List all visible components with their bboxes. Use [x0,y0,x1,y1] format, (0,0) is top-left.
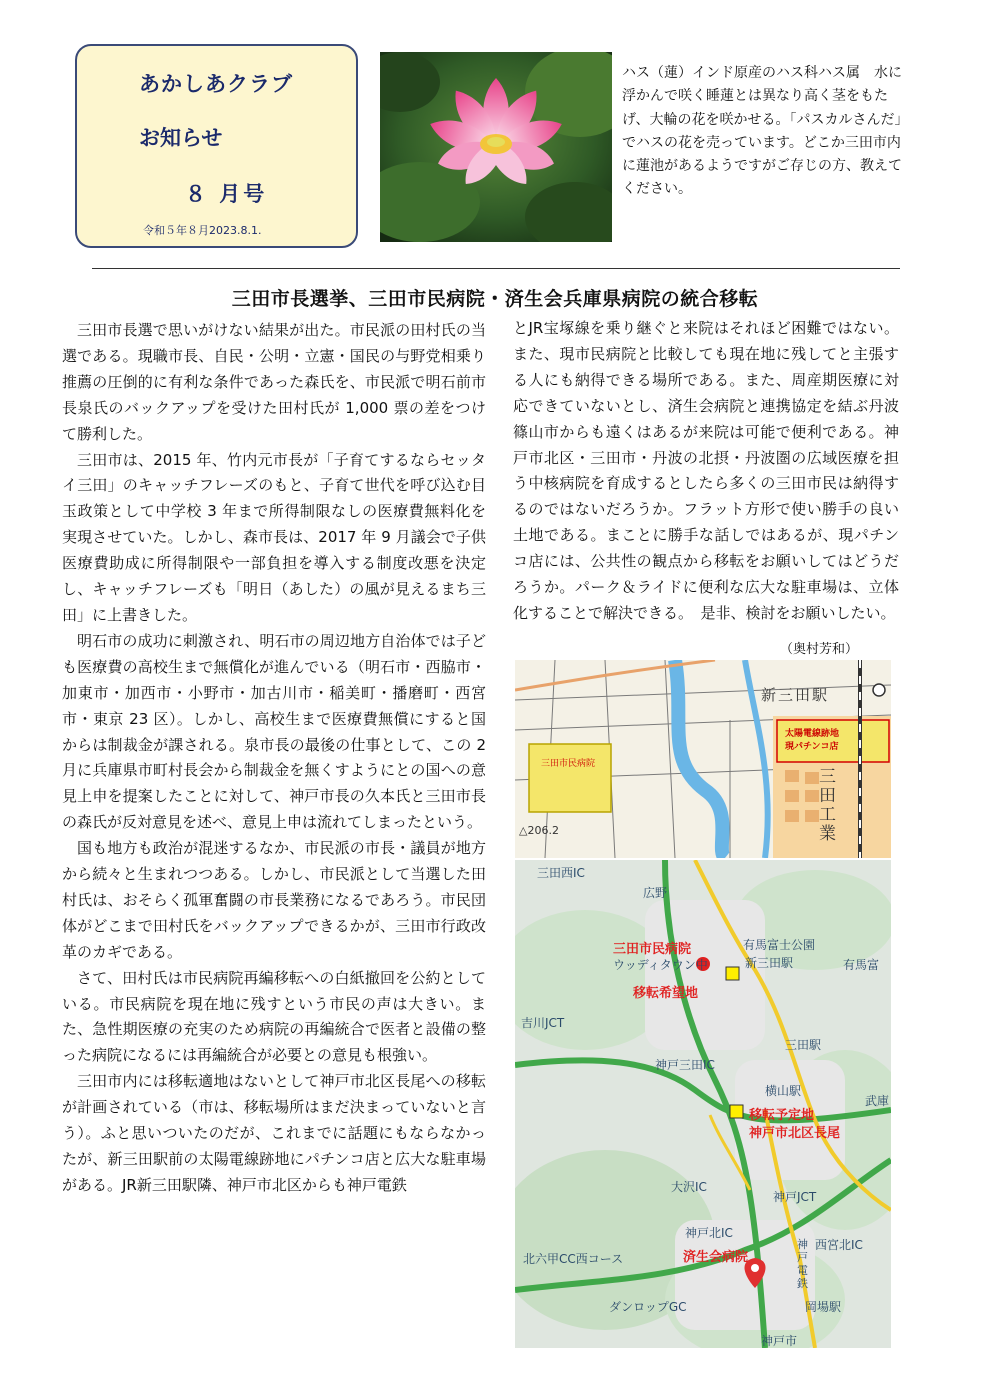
map-kobe-city: 神戸市 [761,1334,798,1348]
paragraph: 明石市の成功に刺激され、明石市の周辺地方自治体では子ども医療費の高校生まで無償化が進んでいる（明石市・西脇市・加東市・加西市・小野市・加古川市・稲美町・播磨町・西宮市・東京 23 区）。しかし、高校生まで医療費無償にすると国からは制裁金が課される。泉市長の最後の仕事として、この 2 月に兵庫県市町村長会から制裁金を無くすようにとの国への意見上申を提案したことに対して、神戸市長の久本氏と三田市長の森氏が反対意見を述べ、意見上申は流れてしまったという。 [62,631,486,832]
article-column-right [513,316,899,627]
paragraph: 国も地方も政治が混迷するなか、市民派の市長・議員が地方から続々と生まれつつある。しかし、市民派として当選した田村氏は、おそらく孤軍奮闘の市長業務になるであろう。市民団体がどこまで田村氏をバックアップできるかが、三田市行政改革のカギである。 [62,839,486,961]
map-kobe-railway: 神戸電鉄 [797,1238,808,1290]
map-osawa-ic: 大沢IC [671,1180,707,1194]
map-nishinomiya-kita-ic: 西宮北IC [815,1238,863,1252]
map-kitarokko-cc: 北六甲CC西コース [523,1252,624,1266]
map-takeda: 武庫 [865,1094,890,1108]
article-headline: 三田市長選挙、三田市民病院・済生会兵庫県病院の統合移転 [231,288,759,310]
map-kobekita-ic: 神戸北IC [685,1226,733,1240]
map-arima-park: 有馬富士公園 [743,938,816,952]
map-planned-site-label-1: 移転予定地 [749,1108,815,1123]
paragraph: さて、田村氏は市民病院再編移転への白紙撤回を公約としている。市民病院を現在地に残すという市民の声は大きい。また、急性期医療の充実のため病院の再編統合で医者と設備の整った病院になるには再編統合が必要との意見も根強い。 [62,968,486,1065]
map-planned-site-label-2: 神戸市北区長尾 [749,1126,841,1141]
map-yokoyama-station: 横山駅 [765,1084,802,1098]
map-ic-sanda-nishi: 三田西IC [537,866,585,880]
area-map [515,860,891,1348]
lotus-photo [380,52,612,242]
map-hospital-marker-label: 三田市民病院 [613,942,692,957]
author-signature: （奥村芳和） [780,642,859,657]
map-sanda-station: 三田駅 [785,1038,822,1052]
map-shinsanda-station: 新三田駅 [745,956,794,970]
map-saiseikai-label: 済生会病院 [683,1250,749,1265]
divider [92,268,900,269]
map-woody-town: ウッディタウン中 [613,958,708,972]
map-station-label: 新三田駅 [761,686,830,704]
article-column-left [62,318,486,1199]
newsletter-header [75,44,358,248]
paragraph: 三田市は、2015 年、竹内元市長が「子育てするならセッタイ三田」のキャッチフレーズのもと、子育て世代を呼び込む目玉政策として中学校 3 年まで所得制限なしの医療費無料化を実現させていた。しかし、森市長は、2017 年 9 月議会で子供医療費助成に所得制限や一部負担を導入する制度改悪を決定し、キャッチフレーズも「明日（あした）の風が見えるまち三田」に上書きした。 [62,450,486,624]
map-yoshikawa-jct: 吉川JCT [521,1016,565,1030]
map-dunlop-gc: ダンロップGC [609,1300,687,1314]
club-name: あかしあクラブ [139,72,293,96]
map-kobe-sanda-ic: 神戸三田IC [655,1058,715,1072]
map-arima: 有馬富 [843,958,880,972]
map-site-label-1: 太陽電線跡地 [785,729,840,739]
map-relocation-wish-label: 移転希望地 [633,986,699,1001]
notice-label: お知らせ [139,126,223,150]
map-site-label-2: 現パチンコ店 [785,742,839,752]
photo-caption: ハス（蓮）インド原産のハス科ハス属 水に浮かんで咲く睡蓮とは異なり高く茎をもたげ、大輪の花を咲かせる。「パスカルさんだ」でハスの花を売っています。どこか三田市内に蓮池があるようですがご存じの方、教えてください。 [622,65,909,198]
paragraph: 三田市内には移転適地はないとして神戸市北区長尾への移転が計画されている（市は、移転場所はまだ決まっていないと言う）。ふと思いついたのだが、これまでに話題にもならなかったが、新三田駅前の太陽電線跡地にパチンコ店と広大な駐車場がある。JR新三田駅隣、神戸市北区からも神戸電鉄 [62,1072,486,1194]
detail-map [515,660,891,858]
map-kobe-jct: 神戸JCT [773,1190,817,1204]
paragraph: 三田市長選で思いがけない結果が出た。市民派の田村氏の当選である。現職市長、自民・公明・立憲・国民の与野党相乗り推薦の圧倒的に有利な条件であった森氏を、市民派で明石前市長泉氏のバックアップを受けた田村氏が 1,000 票の差をつけて勝利した。 [62,321,486,443]
issue-date: 令和５年８月2023.8.1. [143,224,262,237]
paragraph: とJR宝塚線を乗り継ぐと来院はそれほど困難ではない。また、現市民病院と比較しても現在地に残してと主張する人にも納得できる場所である。また、周産期医療に対応できていないとし、済生会病院と連携協定を結ぶ丹波篠山市からも遠くはあるが来院は可能で便利である。神戸市北区・三田市・丹波の北摂・丹波圏の広域医療を担う中核病院を育成するとしたら多くの三田市民は納得するのではないだろうか。フラット方形で使い勝手の良い土地である。まことに勝手な話しではあるが、現パチンコ店には、公共性の観点から移転をお願いしてはどうだろうか。パーク＆ライドに便利な広大な駐車場は、立体化することで解決できる。 是非、検討をお願いしたい。 [513,319,899,622]
map-hospital-label: 三田市民病院 [541,759,596,769]
map-elevation-label: △206.2 [519,824,559,837]
map-district-label: 三田工業 [819,767,836,844]
map-okaba-station: 岡場駅 [805,1300,842,1314]
map-hirono: 広野 [643,886,668,900]
issue-label: ８ 月号 [185,182,268,206]
